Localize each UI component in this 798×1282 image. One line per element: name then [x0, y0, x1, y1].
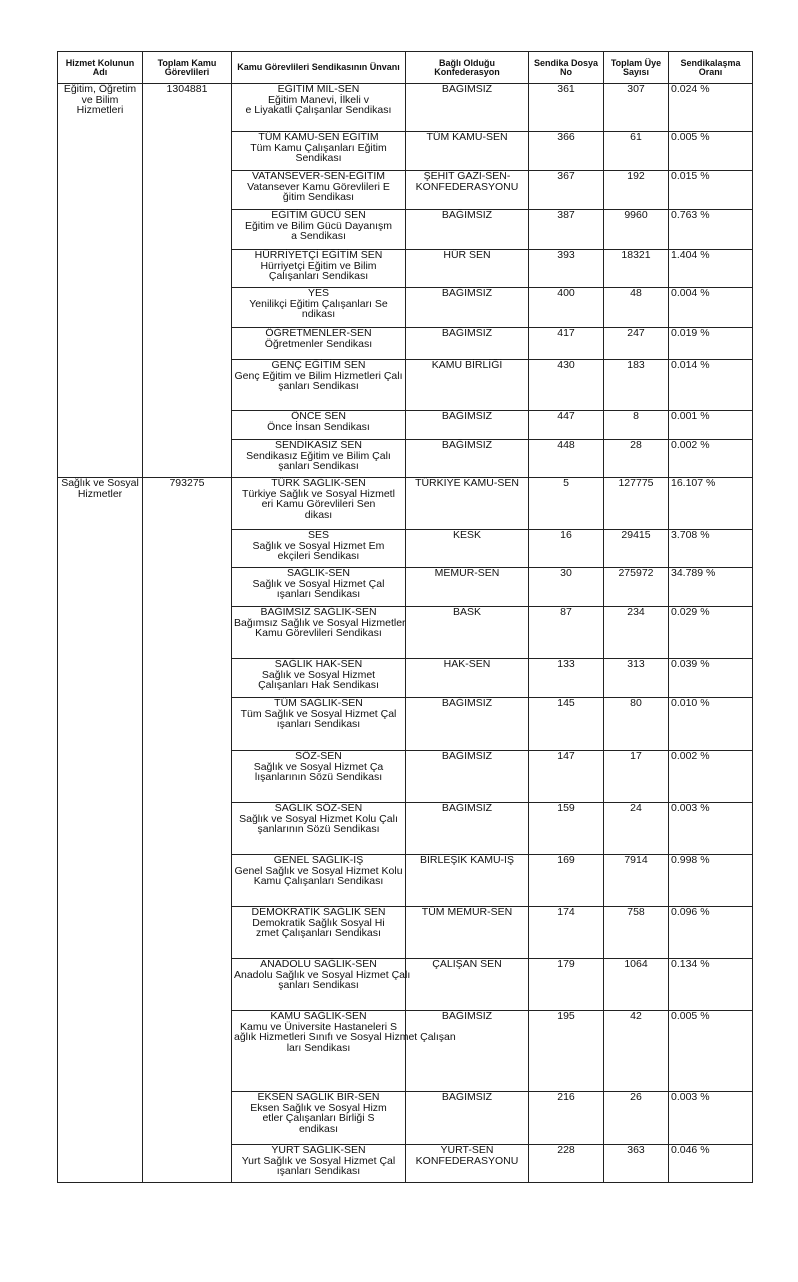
member-count: 307 — [604, 84, 669, 132]
union-name: DEMOKRATİK SAĞLIK SEN Demokratik Sağlık Sosyal Hi zmet Çalışanları Sendikası — [232, 907, 406, 959]
unionization-rate: 0.096 % — [669, 907, 753, 959]
member-count: 234 — [604, 607, 669, 659]
unionization-rate: 0.001 % — [669, 411, 753, 440]
union-name: ÖĞRETMENLER-SEN Öğretmenler Sendikası — [232, 328, 406, 360]
union-name: YURT SAĞLIK-SEN Yurt Sağlık ve Sosyal Hizmet Çal ışanları Sendikası — [232, 1145, 406, 1183]
header-union: Kamu Görevlileri Sendikasının Ünvanı — [232, 52, 406, 84]
header-file-no: Sendika Dosya No — [529, 52, 604, 84]
unionization-rate: 3.708 % — [669, 530, 753, 568]
confederation: BİRLEŞİK KAMU-İŞ — [406, 855, 529, 907]
confederation: TÜRKİYE KAMU-SEN — [406, 478, 529, 530]
file-no: 361 — [529, 84, 604, 132]
file-no: 5 — [529, 478, 604, 530]
file-no: 30 — [529, 568, 604, 607]
table-row — [58, 84, 753, 132]
unionization-rate: 0.039 % — [669, 659, 753, 698]
file-no: 387 — [529, 210, 604, 250]
confederation: TÜM MEMUR-SEN — [406, 907, 529, 959]
file-no: 393 — [529, 250, 604, 288]
member-count: 183 — [604, 360, 669, 411]
confederation: BASK — [406, 607, 529, 659]
file-no: 159 — [529, 803, 604, 855]
union-name: TÜM SAĞLIK-SEN Tüm Sağlık ve Sosyal Hizmet Çal ışanları Sendikası — [232, 698, 406, 751]
member-count: 29415 — [604, 530, 669, 568]
member-count: 28 — [604, 440, 669, 478]
unionization-rate: 0.005 % — [669, 132, 753, 171]
unionization-rate: 0.019 % — [669, 328, 753, 360]
file-no: 216 — [529, 1092, 604, 1145]
file-no: 16 — [529, 530, 604, 568]
confederation: HÜR SEN — [406, 250, 529, 288]
member-count: 48 — [604, 288, 669, 328]
file-no: 195 — [529, 1011, 604, 1092]
header-members: Toplam Üye Sayısı — [604, 52, 669, 84]
union-name: TÜM KAMU-SEN EĞİTİM Tüm Kamu Çalışanları Eğitim Sendikası — [232, 132, 406, 171]
unionization-rate: 1.404 % — [669, 250, 753, 288]
union-name: SES Sağlık ve Sosyal Hizmet Em ekçileri Sendikası — [232, 530, 406, 568]
file-no: 87 — [529, 607, 604, 659]
confederation: MEMUR-SEN — [406, 568, 529, 607]
union-name: YES Yenilikçi Eğitim Çalışanları Se ndikası — [232, 288, 406, 328]
file-no: 169 — [529, 855, 604, 907]
header-rate: Sendikalaşma Oranı — [669, 52, 753, 84]
union-name: VATANSEVER-SEN-EĞİTİM Vatansever Kamu Görevlileri E ğitim Sendikası — [232, 171, 406, 210]
member-count: 61 — [604, 132, 669, 171]
unionization-rate: 0.763 % — [669, 210, 753, 250]
member-count: 275972 — [604, 568, 669, 607]
confederation: BAĞIMSIZ — [406, 803, 529, 855]
confederation: BAĞIMSIZ — [406, 84, 529, 132]
confederation: KESK — [406, 530, 529, 568]
unionization-rate: 0.046 % — [669, 1145, 753, 1183]
confederation: BAĞIMSIZ — [406, 411, 529, 440]
file-no: 228 — [529, 1145, 604, 1183]
member-count: 18321 — [604, 250, 669, 288]
unionization-rate: 16.107 % — [669, 478, 753, 530]
union-name: TÜRK SAĞLIK-SEN Türkiye Sağlık ve Sosyal Hizmetl eri Kamu Görevlileri Sen dikası — [232, 478, 406, 530]
file-no: 448 — [529, 440, 604, 478]
header-total: Toplam Kamu Görevlileri — [143, 52, 232, 84]
unionization-rate: 0.003 % — [669, 803, 753, 855]
union-name: SAĞLIK-SEN Sağlık ve Sosyal Hizmet Çal ışanları Sendikası — [232, 568, 406, 607]
union-name: SAĞLIK SÖZ-SEN Sağlık ve Sosyal Hizmet Kolu Çalı şanlarının Sözü Sendikası — [232, 803, 406, 855]
confederation: BAĞIMSIZ — [406, 1011, 529, 1092]
unionization-rate: 0.005 % — [669, 1011, 753, 1092]
unionization-rate: 0.029 % — [669, 607, 753, 659]
union-name: EKSEN SAĞLIK BİR-SEN Eksen Sağlık ve Sosyal Hizm etler Çalışanları Birliği S endikası — [232, 1092, 406, 1145]
member-count: 7914 — [604, 855, 669, 907]
member-count: 758 — [604, 907, 669, 959]
unionization-rate: 0.003 % — [669, 1092, 753, 1145]
file-no: 417 — [529, 328, 604, 360]
member-count: 363 — [604, 1145, 669, 1183]
member-count: 26 — [604, 1092, 669, 1145]
confederation: BAĞIMSIZ — [406, 210, 529, 250]
member-count: 24 — [604, 803, 669, 855]
unionization-rate: 0.015 % — [669, 171, 753, 210]
union-name: ÖNCE SEN Önce İnsan Sendikası — [232, 411, 406, 440]
unionization-rate: 0.014 % — [669, 360, 753, 411]
member-count: 9960 — [604, 210, 669, 250]
file-no: 147 — [529, 751, 604, 803]
service-group-name: Sağlık ve Sosyal Hizmetler — [58, 478, 143, 1183]
confederation: BAĞIMSIZ — [406, 328, 529, 360]
confederation: BAĞIMSIZ — [406, 1092, 529, 1145]
union-name: GENÇ EĞİTİM SEN Genç Eğitim ve Bilim Hizmetleri Çalı şanları Sendikası — [232, 360, 406, 411]
file-no: 133 — [529, 659, 604, 698]
file-no: 174 — [529, 907, 604, 959]
union-name: GENEL SAĞLIK-İŞ Genel Sağlık ve Sosyal Hizmet Kolu Kamu Çalışanları Sendikası — [232, 855, 406, 907]
member-count: 313 — [604, 659, 669, 698]
unionization-rate: 0.004 % — [669, 288, 753, 328]
confederation: KAMU BİRLİĞİ — [406, 360, 529, 411]
unionization-rate: 0.002 % — [669, 440, 753, 478]
header-service: Hizmet Kolunun Adı — [58, 52, 143, 84]
member-count: 8 — [604, 411, 669, 440]
header-confederation: Bağlı Olduğu Konfederasyon — [406, 52, 529, 84]
union-name: EĞİTİM MİL-SEN Eğitim Manevi, İlkeli v e Liyakatli Çalışanlar Sendikası — [232, 84, 406, 132]
unionization-rate: 0.134 % — [669, 959, 753, 1011]
union-name: SÖZ-SEN Sağlık ve Sosyal Hizmet Ça lışanlarının Sözü Sendikası — [232, 751, 406, 803]
confederation: HAK-SEN — [406, 659, 529, 698]
file-no: 447 — [529, 411, 604, 440]
unionization-rate: 0.010 % — [669, 698, 753, 751]
file-no: 366 — [529, 132, 604, 171]
confederation: ŞEHİT GAZİ-SEN-KONFEDERASYONU — [406, 171, 529, 210]
file-no: 430 — [529, 360, 604, 411]
table-row — [58, 478, 753, 530]
file-no: 145 — [529, 698, 604, 751]
unionization-rate: 0.998 % — [669, 855, 753, 907]
union-name: ANADOLU SAĞLIK-SEN Anadolu Sağlık ve Sosyal Hizmet Çalı şanları Sendikası — [232, 959, 406, 1011]
service-group-name: Eğitim, Öğretim ve Bilim Hizmetleri — [58, 84, 143, 478]
union-statistics-table — [57, 51, 753, 1183]
union-name: HÜRRİYETÇİ EĞİTİM SEN Hürriyetçi Eğitim ve Bilim Çalışanları Sendikası — [232, 250, 406, 288]
confederation: BAĞIMSIZ — [406, 751, 529, 803]
member-count: 17 — [604, 751, 669, 803]
confederation: BAĞIMSIZ — [406, 440, 529, 478]
confederation: TÜM KAMU-SEN — [406, 132, 529, 171]
confederation: YURT-SEN KONFEDERASYONU — [406, 1145, 529, 1183]
union-name: SAĞLIK HAK-SEN Sağlık ve Sosyal Hizmet Çalışanları Hak Sendikası — [232, 659, 406, 698]
union-name: SENDİKASIZ SEN Sendikasız Eğitim ve Bilim Çalı şanları Sendikası — [232, 440, 406, 478]
member-count: 247 — [604, 328, 669, 360]
unionization-rate: 0.024 % — [669, 84, 753, 132]
confederation: ÇALIŞAN SEN — [406, 959, 529, 1011]
file-no: 400 — [529, 288, 604, 328]
file-no: 179 — [529, 959, 604, 1011]
header-row — [58, 52, 753, 84]
member-count: 80 — [604, 698, 669, 751]
member-count: 42 — [604, 1011, 669, 1092]
member-count: 1064 — [604, 959, 669, 1011]
confederation: BAĞIMSIZ — [406, 288, 529, 328]
file-no: 367 — [529, 171, 604, 210]
service-group-total: 793275 — [143, 478, 232, 1183]
unionization-rate: 34.789 % — [669, 568, 753, 607]
service-group-total: 1304881 — [143, 84, 232, 478]
member-count: 127775 — [604, 478, 669, 530]
union-name: BAĞIMSIZ SAĞLIK-SEN Bağımsız Sağlık ve Sosyal Hizmetler Kamu Görevlileri Sendikası — [232, 607, 406, 659]
union-name: KAMU SAĞLIK-SEN Kamu ve Üniversite Hastaneleri S ağlık Hizmetleri Sınıfı ve Sosyal Hizmet Çalışan ları Sendikası — [232, 1011, 406, 1092]
confederation: BAĞIMSIZ — [406, 698, 529, 751]
member-count: 192 — [604, 171, 669, 210]
union-name: EĞİTİM GÜCÜ SEN Eğitim ve Bilim Gücü Dayanışm a Sendikası — [232, 210, 406, 250]
unionization-rate: 0.002 % — [669, 751, 753, 803]
